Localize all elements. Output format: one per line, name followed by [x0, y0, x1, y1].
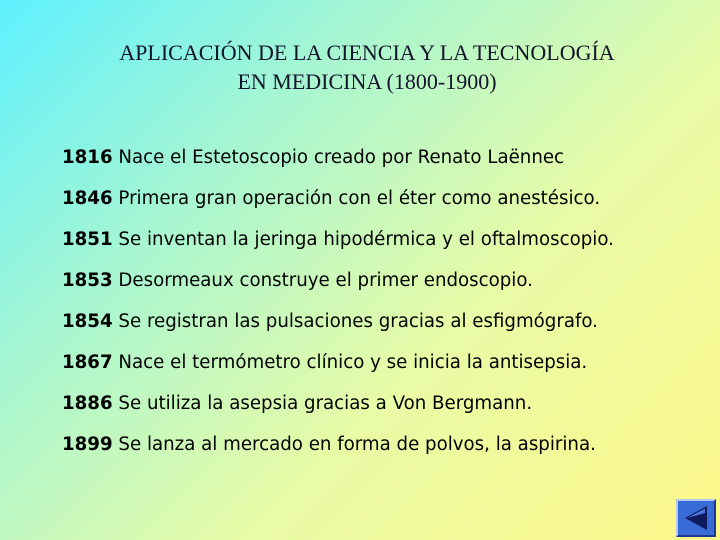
event-text: Desormeaux construye el primer endoscopio.: [118, 270, 533, 291]
event-year: 1853: [62, 270, 113, 291]
back-button[interactable]: [676, 499, 716, 537]
event-item: [62, 185, 712, 226]
slide-title-line-1: APLICACIÓN DE LA CIENCIA Y LA TECNOLOGÍA: [119, 40, 615, 65]
event-year: 1899: [62, 434, 113, 455]
event-year: 1846: [62, 188, 113, 209]
back-arrow-icon: [678, 501, 714, 535]
event-text: Se registran las pulsaciones gracias al esfigmógrafo.: [118, 311, 598, 332]
event-list: [62, 144, 712, 472]
event-year: 1851: [62, 229, 113, 250]
event-item: [62, 267, 712, 308]
event-item: [62, 431, 712, 472]
slide-title: [0, 38, 720, 96]
event-text: Nace el Estetoscopio creado por Renato Laënnec: [118, 147, 565, 168]
event-item: [62, 390, 712, 431]
event-text: Nace el termómetro clínico y se inicia la antisepsia.: [118, 352, 588, 373]
event-year: 1886: [62, 393, 113, 414]
event-year: 1854: [62, 311, 113, 332]
event-item: [62, 144, 712, 185]
event-item: [62, 349, 712, 390]
event-year: 1867: [62, 352, 113, 373]
event-item: [62, 226, 712, 267]
event-text: Primera gran operación con el éter como anestésico.: [118, 188, 601, 209]
event-item: [62, 308, 712, 349]
event-text: Se lanza al mercado en forma de polvos, la aspirina.: [118, 434, 596, 455]
event-text: Se utiliza la asepsia gracias a Von Bergmann.: [118, 393, 533, 414]
event-year: 1816: [62, 147, 113, 168]
event-text: Se inventan la jeringa hipodérmica y el oftalmoscopio.: [118, 229, 614, 250]
slide-title-line-2: EN MEDICINA (1800-1900): [237, 69, 497, 94]
